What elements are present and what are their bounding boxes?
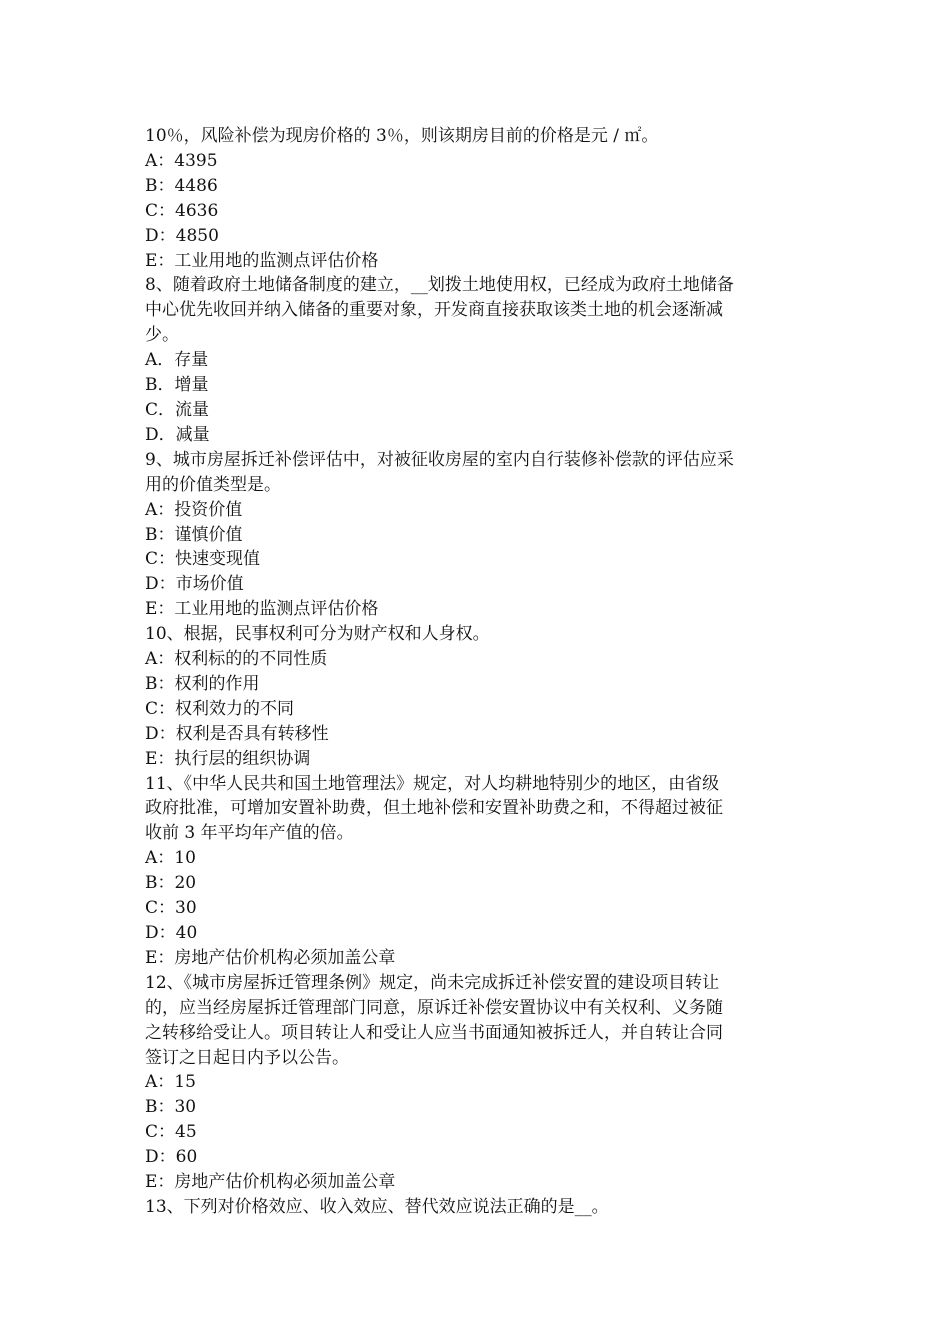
question-12-line: 12、《城市房屋拆迁管理条例》规定，尚未完成拆迁补偿安置的建设项目转让 (145, 972, 720, 993)
option-line: C：45 (145, 1122, 197, 1143)
option-line: D：4850 (145, 225, 219, 246)
option-line: C：30 (145, 898, 197, 919)
text-line: 10％，风险补偿为现房价格的 3％，则该期房目前的价格是元 / ㎡。 (145, 126, 659, 146)
option-line: D．减量 (145, 424, 210, 445)
option-line: E：房地产估价机构必须加盖公章 (145, 947, 396, 968)
option-line: E：工业用地的监测点评估价格 (145, 250, 379, 271)
question-9-line: 用的价值类型是。 (145, 474, 281, 495)
option-line: B：权利的作用 (145, 673, 260, 694)
question-13-line: 13、下列对价格效应、收入效应、替代效应说法正确的是__。 (145, 1196, 609, 1217)
option-line: E：执行层的组织协调 (145, 748, 311, 769)
option-line: E：工业用地的监测点评估价格 (145, 599, 379, 620)
option-line: C．流量 (145, 399, 210, 420)
question-9-line: 9、城市房屋拆迁补偿评估中，对被征收房屋的室内自行装修补偿款的评估应采 (145, 449, 734, 470)
option-line: A：4395 (145, 150, 218, 171)
option-line: E：房地产估价机构必须加盖公章 (145, 1172, 396, 1193)
question-12-line: 的，应当经房屋拆迁管理部门同意，原诉迁补偿安置协议中有关权利、义务随 (145, 997, 723, 1018)
option-line: D：权利是否具有转移性 (145, 723, 329, 744)
question-11-line: 11、《中华人民共和国土地管理法》规定，对人均耕地特别少的地区，由省级 (145, 773, 720, 794)
option-line: A．存量 (145, 350, 209, 371)
option-line: B：4486 (145, 175, 218, 196)
option-line: D：市场价值 (145, 574, 244, 595)
option-line: A：15 (145, 1072, 196, 1093)
option-line: D：60 (145, 1147, 198, 1168)
option-line: B：谨慎价值 (145, 524, 243, 545)
question-10-line: 10、根据，民事权利可分为财产权和人身权。 (145, 624, 490, 645)
question-11-line: 政府批准，可增加安置补助费，但土地补偿和安置补助费之和，不得超过被征 (145, 798, 723, 819)
option-line: C：快速变现值 (145, 549, 261, 570)
option-line: A：权利标的的不同性质 (145, 649, 328, 670)
question-8-line: 中心优先收回并纳入储备的重要对象，开发商直接获取该类土地的机会逐渐减 (145, 300, 723, 321)
option-line: D：40 (145, 923, 198, 943)
question-8-line: 8、随着政府土地储备制度的建立，__划拨土地使用权，已经成为政府土地储备 (145, 275, 734, 296)
option-line: B：20 (145, 873, 197, 894)
option-line: A：10 (145, 848, 196, 869)
document-page (145, 124, 807, 1220)
option-line: B：30 (145, 1097, 197, 1118)
option-line: C：4636 (145, 200, 219, 221)
question-12-line: 之转移给受让人。项目转让人和受让人应当书面通知被拆迁人，并自转让合同 (145, 1022, 723, 1043)
option-line: A：投资价值 (145, 499, 243, 520)
question-11-line: 收前 3 年平均年产值的倍。 (145, 823, 354, 844)
question-8-line: 少。 (145, 325, 179, 346)
question-12-line: 签订之日起日内予以公告。 (145, 1047, 349, 1068)
option-line: B．增量 (145, 375, 209, 396)
option-line: C：权利效力的不同 (145, 698, 295, 719)
